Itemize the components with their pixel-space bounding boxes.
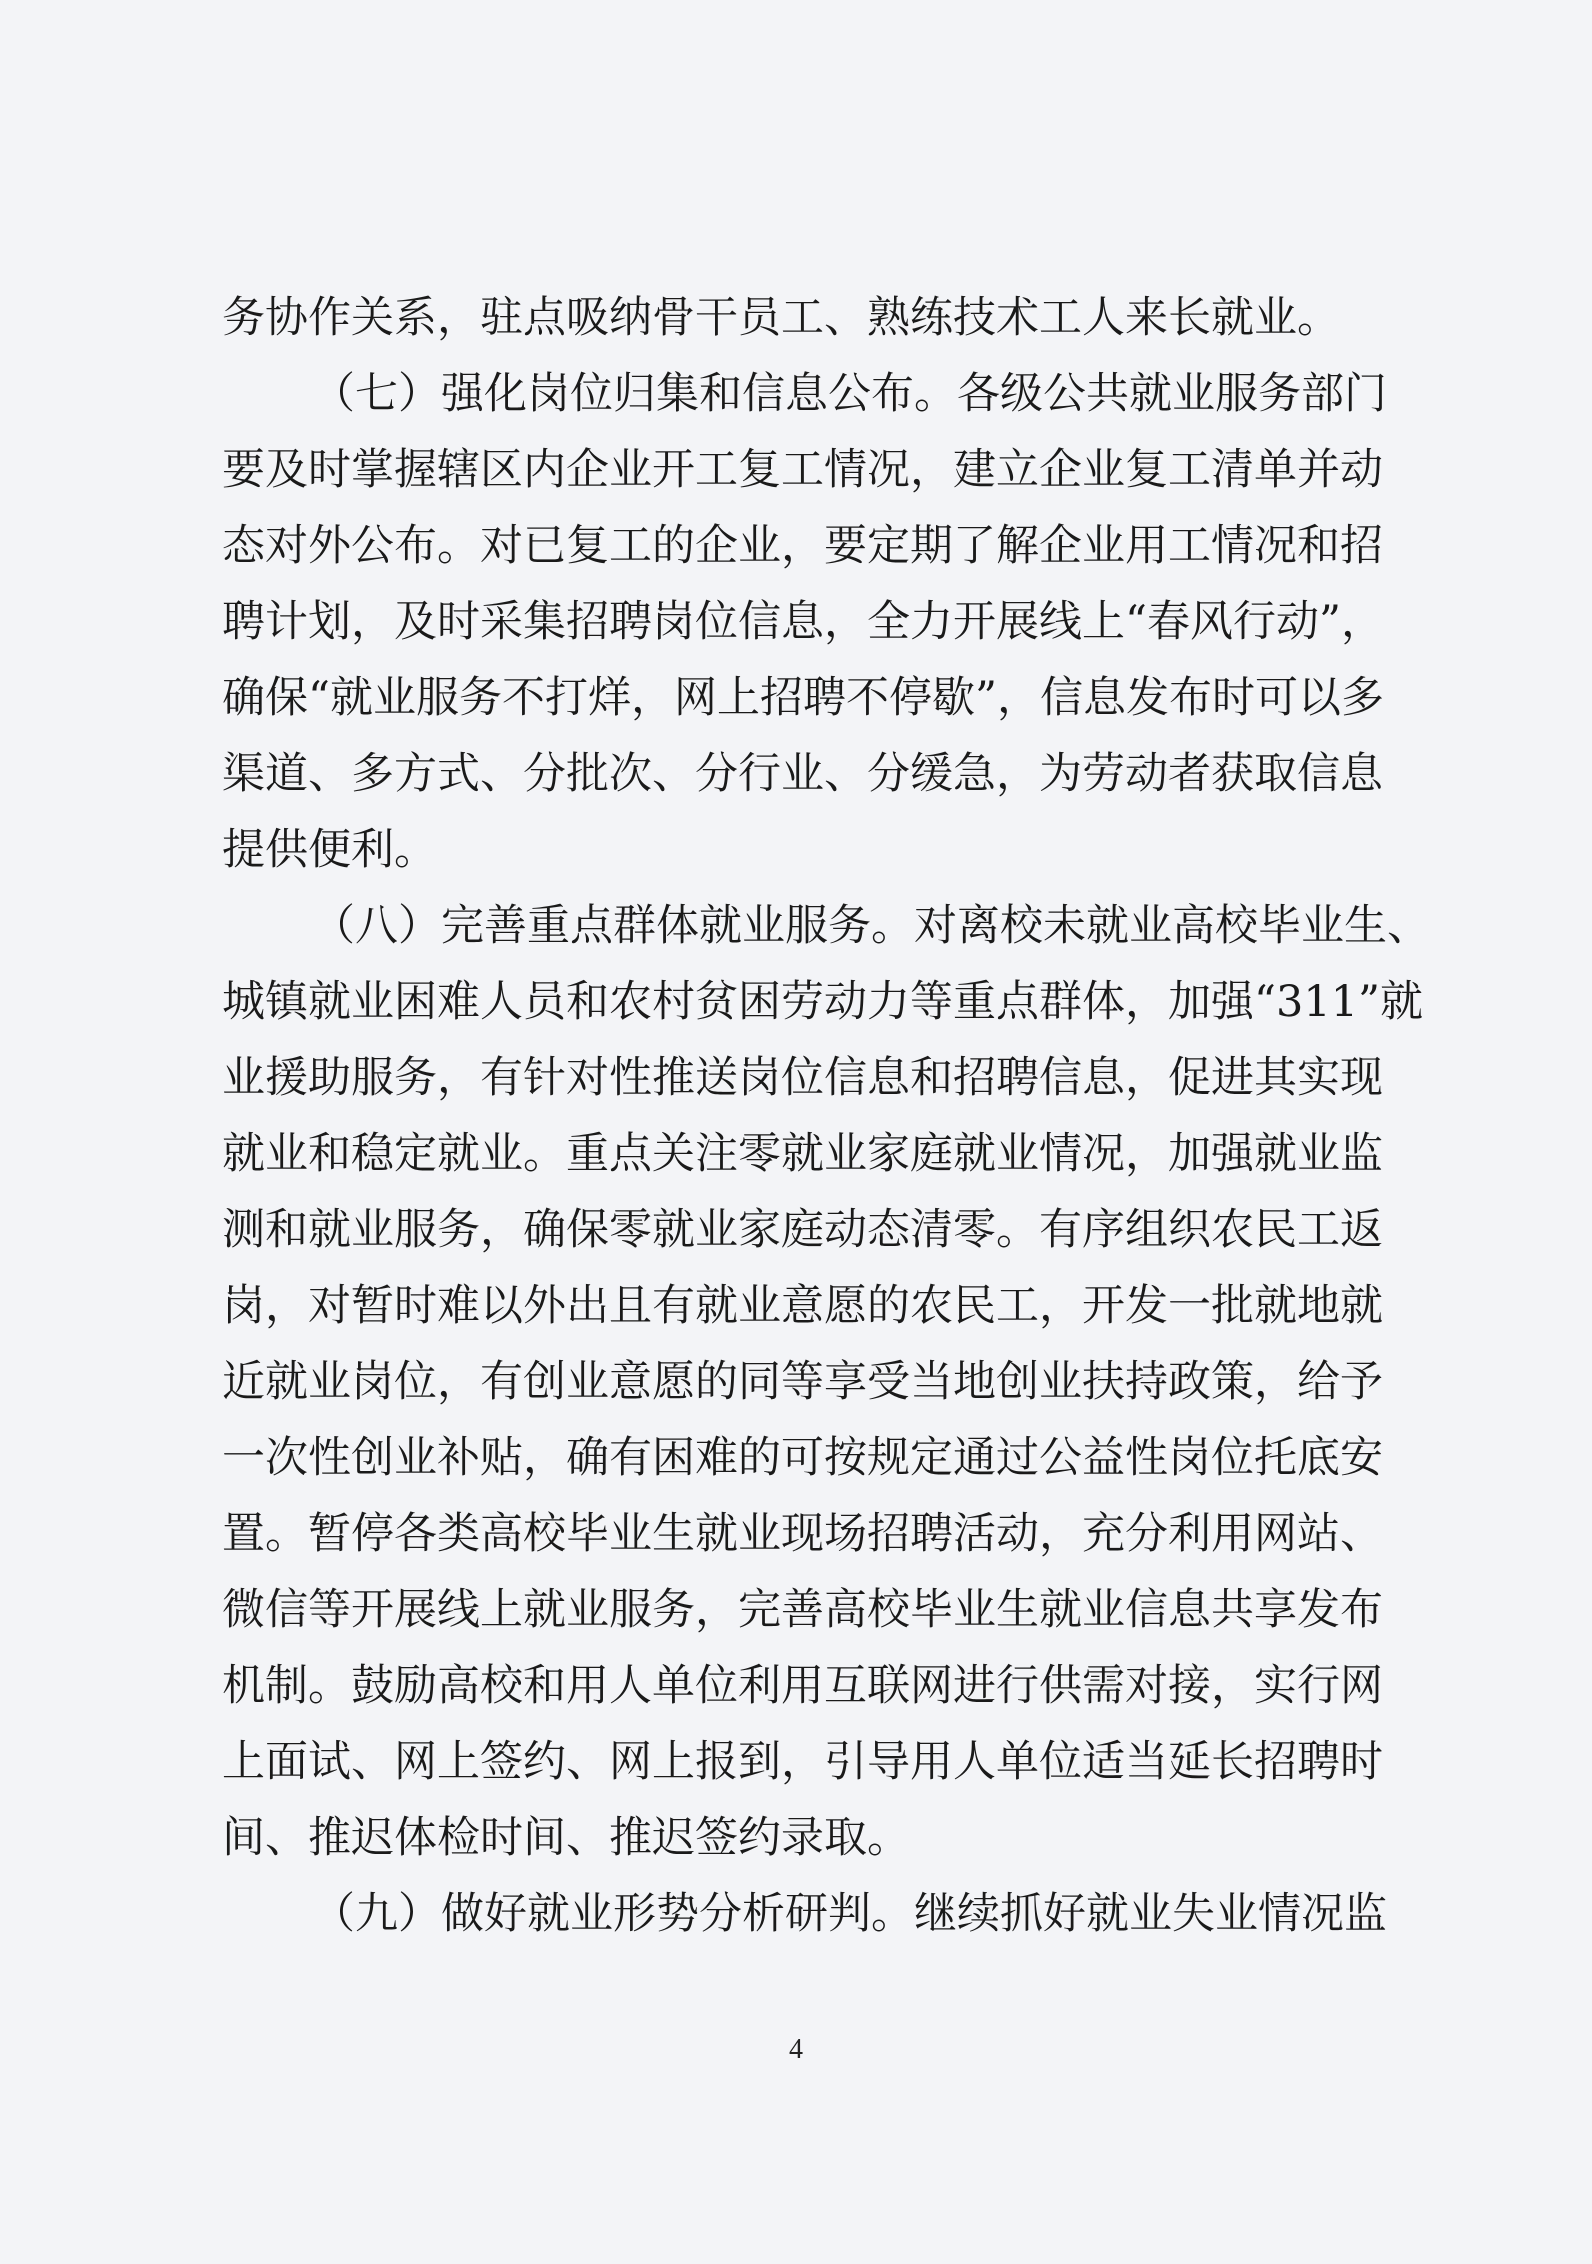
text-line: 要及时掌握辖区内企业开工复工情况，建立企业复工清单并动 <box>222 445 1383 495</box>
text-line: 业援助服务，有针对性推送岗位信息和招聘信息，促进其实现 <box>222 1053 1383 1103</box>
section-heading-line: （七）强化岗位归集和信息公布。各级公共就业服务部门 <box>312 369 1387 419</box>
text-line: 渠道、多方式、分批次、分行业、分缓急，为劳动者获取信息 <box>222 749 1383 799</box>
text-line: 岗，对暂时难以外出且有就业意愿的农民工，开发一批就地就 <box>222 1281 1383 1331</box>
text-line: 城镇就业困难人员和农村贫困劳动力等重点群体，加强“311”就 <box>222 977 1424 1027</box>
text-line: 机制。鼓励高校和用人单位利用互联网进行供需对接，实行网 <box>222 1661 1383 1711</box>
text-line: 测和就业服务，确保零就业家庭动态清零。有序组织农民工返 <box>222 1205 1383 1255</box>
text-line: 微信等开展线上就业服务，完善高校毕业生就业信息共享发布 <box>222 1585 1383 1635</box>
section-heading-line: （九）做好就业形势分析研判。继续抓好就业失业情况监 <box>312 1889 1387 1939</box>
text-line: 一次性创业补贴，确有困难的可按规定通过公益性岗位托底安 <box>222 1433 1383 1483</box>
text-line: 确保“就业服务不打烊，网上招聘不停歇”，信息发布时可以多 <box>222 673 1384 723</box>
text-line: 置。暂停各类高校毕业生就业现场招聘活动，充分利用网站、 <box>222 1509 1383 1559</box>
text-line: 提供便利。 <box>222 825 437 875</box>
text-line: 务协作关系，驻点吸纳骨干员工、熟练技术工人来长就业。 <box>222 293 1340 343</box>
section-heading-line: （八）完善重点群体就业服务。对离校未就业高校毕业生、 <box>312 901 1430 951</box>
page-number: 4 <box>789 2034 803 2065</box>
text-line: 间、推迟体检时间、推迟签约录取。 <box>222 1813 910 1863</box>
text-line: 聘计划，及时采集招聘岗位信息，全力开展线上“春风行动”， <box>222 597 1384 647</box>
text-line: 上面试、网上签约、网上报到，引导用人单位适当延长招聘时 <box>222 1737 1383 1787</box>
text-line: 近就业岗位，有创业意愿的同等享受当地创业扶持政策，给予 <box>222 1357 1383 1407</box>
text-line: 就业和稳定就业。重点关注零就业家庭就业情况，加强就业监 <box>222 1129 1383 1179</box>
text-line: 态对外公布。对已复工的企业，要定期了解企业用工情况和招 <box>222 521 1383 571</box>
